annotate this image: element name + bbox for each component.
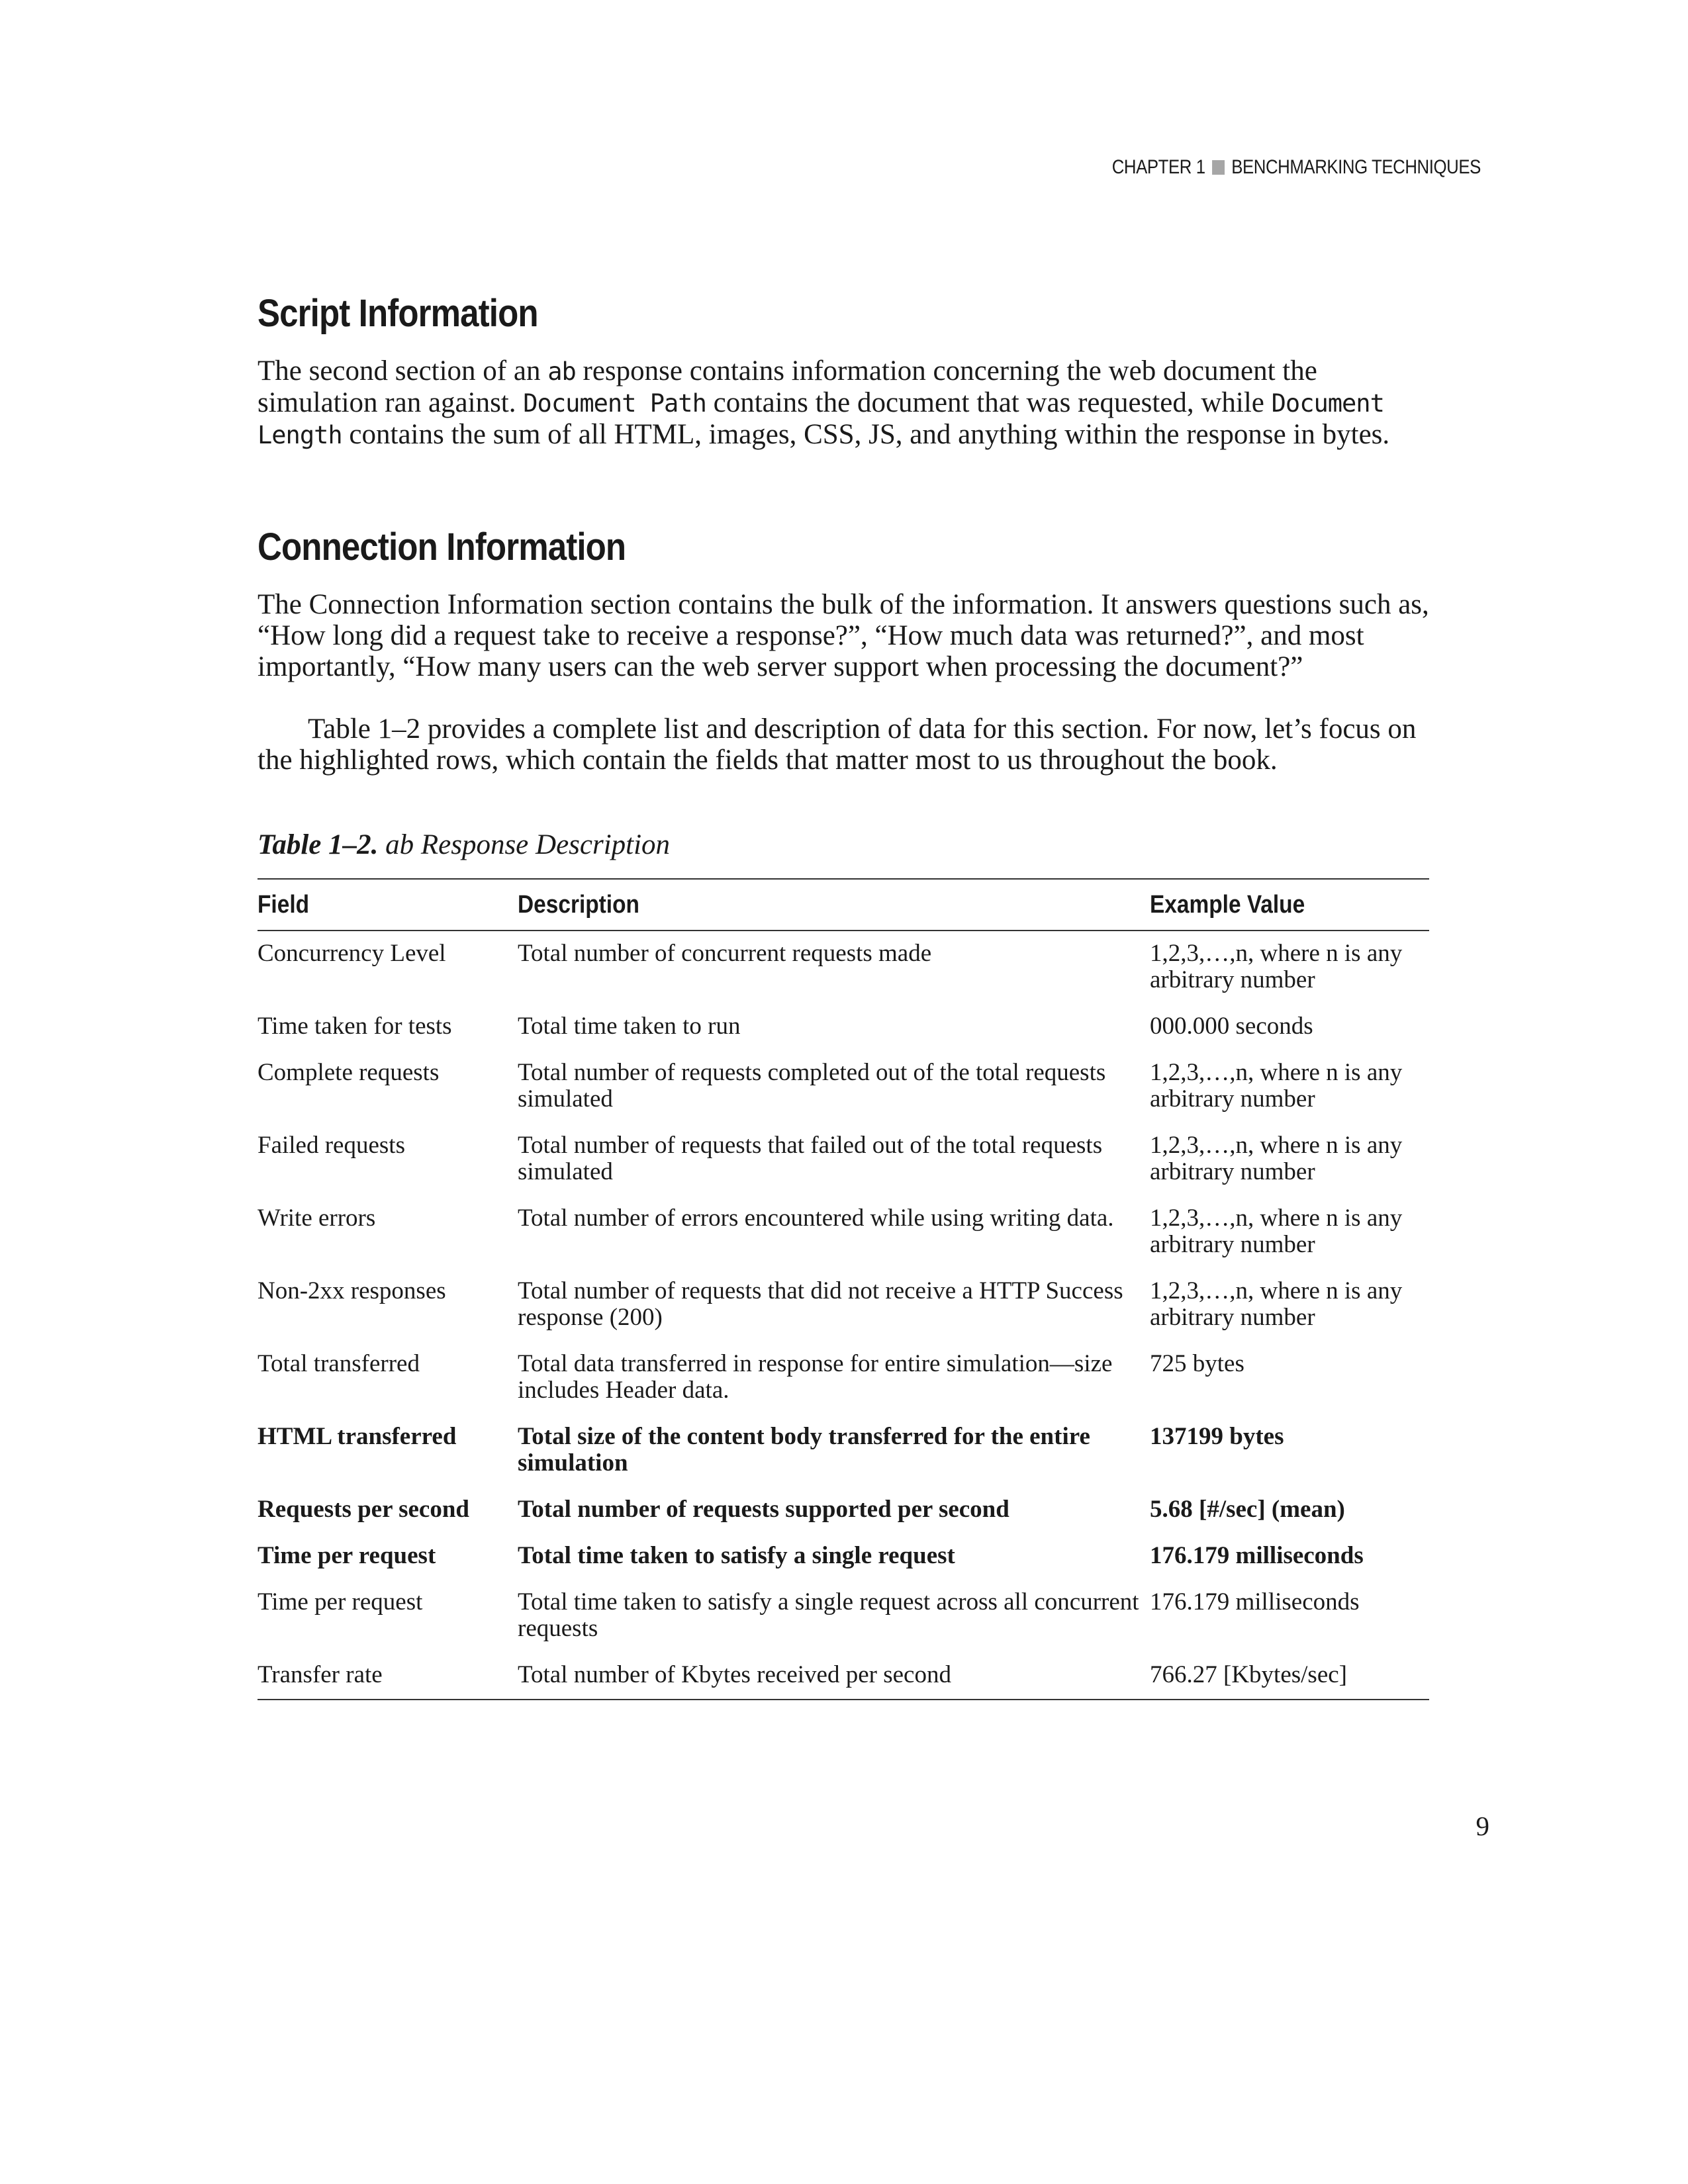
code-ab: ab [547, 357, 576, 386]
table-row [258, 1005, 1429, 1052]
cell-example-value: 725 bytes [1150, 1350, 1244, 1377]
cell-field: Time taken for tests [258, 1013, 452, 1040]
cell-description: Total number of requests completed out of the total requests simulated [518, 1059, 1106, 1113]
ab-response-table [258, 878, 1429, 1700]
page-number: 9 [1476, 1811, 1489, 1841]
table-header-row [258, 879, 1429, 931]
cell-example-value: 176.179 milliseconds [1150, 1542, 1364, 1569]
cell-field: Non-2xx responses [258, 1277, 446, 1304]
cell-field: Requests per second [258, 1496, 469, 1523]
connection-information-paragraph-1: The Connection Information section contains the bulk of the information. It answers questions such as, “How long did a request take to receive a response?”, “How much data was returned?”, and most importantly, “How many users can the web server support when processing the document?” [258, 589, 1429, 682]
cell-description: Total number of requests that did not receive a HTTP Success response (200) [518, 1277, 1123, 1331]
code-document-length: Document Length [258, 389, 1384, 449]
code-document-path: Document Path [523, 389, 706, 418]
running-head-chapter: CHAPTER 1 [1111, 156, 1205, 178]
cell-field: Complete requests [258, 1059, 440, 1086]
table-row [258, 931, 1429, 1005]
table-row [258, 1197, 1429, 1270]
cell-field: Failed requests [258, 1132, 405, 1159]
cell-field: Transfer rate [258, 1661, 383, 1688]
column-header-description: Description [518, 890, 639, 919]
table-row [258, 1535, 1429, 1581]
cell-field: Total transferred [258, 1350, 420, 1377]
cell-example-value: 1,2,3,…,n, where n is any arbitrary number [1150, 1205, 1403, 1258]
cell-description: Total number of Kbytes received per second [518, 1661, 951, 1688]
cell-example-value: 766.27 [Kbytes/sec] [1150, 1661, 1347, 1688]
cell-example-value: 1,2,3,…,n, where n is any arbitrary number [1150, 1277, 1403, 1331]
cell-example-value: 1,2,3,…,n, where n is any arbitrary number [1150, 1132, 1403, 1185]
table-row [258, 1416, 1429, 1488]
table-caption-label: Table 1–2. [258, 829, 379, 860]
cell-description: Total number of errors encountered while using writing data. [518, 1205, 1114, 1232]
connection-information-paragraph-2: Table 1–2 provides a complete list and description of data for this section. For now, let’s focus on the highlighted rows, which contain the fields that matter most to us throughout the book. [258, 713, 1417, 776]
cell-description: Total number of requests supported per second [518, 1496, 1009, 1523]
cell-description: Total data transferred in response for entire simulation—size includes Header data. [518, 1350, 1113, 1404]
table-row [258, 1581, 1429, 1654]
separator-square-icon [1212, 160, 1225, 175]
cell-field: Concurrency Level [258, 940, 446, 967]
column-header-example-value: Example Value [1150, 890, 1305, 919]
table-caption-text: ab Response Description [378, 829, 671, 860]
section-heading-script-information: Script Information [258, 292, 538, 335]
cell-example-value: 1,2,3,…,n, where n is any arbitrary number [1150, 1059, 1403, 1113]
table-caption [258, 829, 670, 861]
column-header-field: Field [258, 890, 310, 919]
table-row [258, 1488, 1429, 1535]
cell-description: Total size of the content body transferred for the entire simulation [518, 1423, 1090, 1477]
table-row [258, 1052, 1429, 1124]
script-information-paragraph: The second section of an ab response contains information concerning the web document the simulation ran against. Document Path contains the document that was requested, while Document Length contains the sum of all HTML, images, CSS, JS, and anything within the response in bytes. [258, 355, 1390, 450]
section-heading-connection-information: Connection Information [258, 525, 626, 569]
cell-field: Time per request [258, 1542, 436, 1569]
table-row [258, 1343, 1429, 1416]
cell-example-value: 5.68 [#/sec] (mean) [1150, 1496, 1345, 1523]
cell-description: Total time taken to run [518, 1013, 741, 1040]
table-row [258, 1270, 1429, 1343]
cell-example-value: 137199 bytes [1150, 1423, 1284, 1450]
running-head-title: BENCHMARKING TECHNIQUES [1231, 156, 1481, 178]
cell-description: Total time taken to satisfy a single request [518, 1542, 955, 1569]
cell-description: Total number of requests that failed out of the total requests simulated [518, 1132, 1103, 1185]
cell-example-value: 1,2,3,…,n, where n is any arbitrary number [1150, 940, 1403, 993]
cell-example-value: 176.179 milliseconds [1150, 1588, 1360, 1615]
cell-description: Total time taken to satisfy a single request across all concurrent requests [518, 1588, 1139, 1642]
table-row [258, 1654, 1429, 1700]
cell-field: Write errors [258, 1205, 376, 1232]
table-row [258, 1124, 1429, 1197]
cell-field: HTML transferred [258, 1423, 457, 1450]
cell-example-value: 000.000 seconds [1150, 1013, 1313, 1040]
running-head [1112, 156, 1481, 179]
cell-description: Total number of concurrent requests made [518, 940, 932, 967]
cell-field: Time per request [258, 1588, 423, 1615]
